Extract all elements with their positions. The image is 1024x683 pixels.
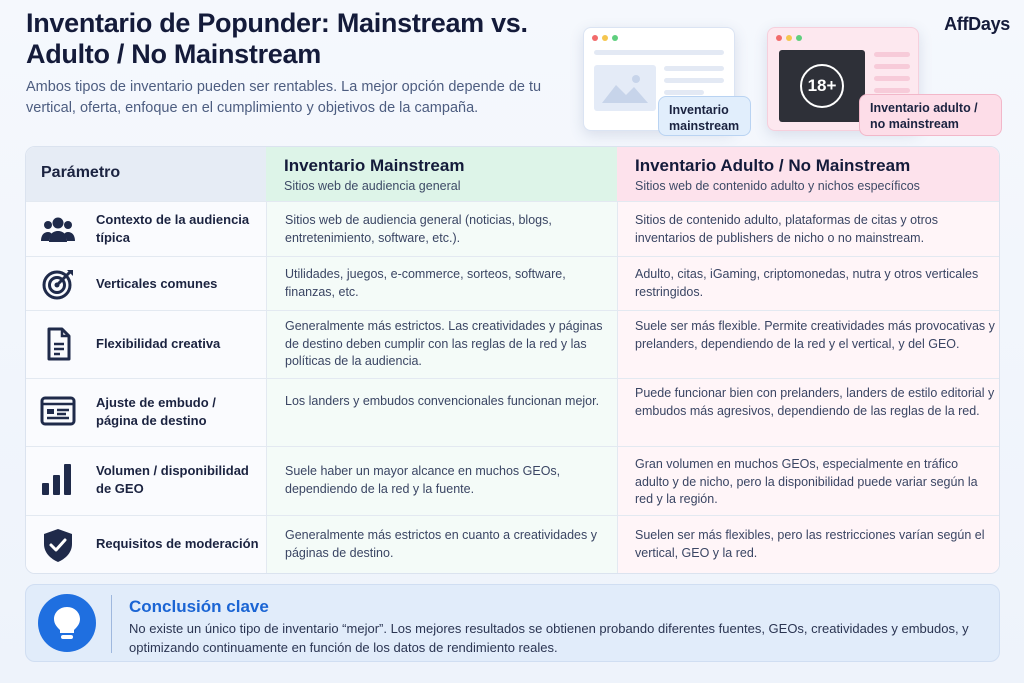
row-param-label: Volumen / disponibilidad de GEO [96,463,249,496]
adult-header [617,147,1000,201]
row-param-label: Flexibilidad creativa [96,336,221,351]
document-icon [40,326,76,362]
table-row [26,310,1000,378]
audience-icon [40,212,76,248]
row-mainstream-text: Generalmente más estrictos en cuanto a creatividades y páginas de destino. [285,528,597,560]
adult-header-subtitle: Sitios web de contenido adulto y nichos específicos [635,179,920,193]
brand-logo: AffDays [944,14,1010,34]
page-title: Inventario de Popunder: Mainstream vs. Adulto / No Mainstream [26,8,528,69]
row-adult-text: Suele ser más flexible. Permite creatividades más provocativas y prelanders, dependiendo de la red y el vertical, y del GEO. [635,319,995,351]
shield-check-icon [40,527,76,563]
divider [111,595,112,653]
row-adult-text: Adulto, citas, iGaming, criptomonedas, nutra y otros verticales restringidos. [635,267,979,299]
row-param-label: Contexto de la audiencia típica [96,212,250,245]
adult-callout: Inventario adulto / no mainstream [859,94,1002,136]
row-adult-text: Gran volumen en muchos GEOs, especialmente en tráfico adulto y de nicho, pero la disponibilidad puede variar según la red y la región. [635,457,978,506]
mainstream-header-subtitle: Sitios web de audiencia general [284,179,461,193]
mainstream-callout: Inventario mainstream [658,96,751,136]
row-mainstream-text: Generalmente más estrictos. Las creatividades y páginas de destino deben cumplir con las reglas de la red y las políticas de la audiencia. [285,319,603,368]
table-row [26,256,1000,310]
mainstream-header [266,147,617,201]
row-mainstream-text: Sitios web de audiencia general (noticias, blogs, entretenimiento, software, etc.). [285,213,552,245]
table-row [26,446,1000,515]
row-mainstream-text: Los landers y embudos convencionales funcionan mejor. [285,394,600,408]
row-adult-text: Suelen ser más flexibles, pero las restricciones varían según el vertical, GEO y la red. [635,528,985,560]
row-param-label: Ajuste de embudo / página de destino [96,395,216,428]
table-row [26,515,1000,574]
adult-header-title: Inventario Adulto / No Mainstream [635,156,911,175]
target-icon [40,266,76,302]
row-mainstream-text: Utilidades, juegos, e-commerce, sorteos, software, finanzas, etc. [285,267,566,299]
mainstream-header-title: Inventario Mainstream [284,156,465,175]
comparison-table [25,146,1000,574]
table-row [26,201,1000,256]
row-adult-text: Sitios de contenido adulto, plataformas de citas y otros inventarios de publishers de nicho o no mainstream. [635,213,938,245]
row-mainstream-text: Suele haber un mayor alcance en muchos GEOs, dependiendo de la red y la fuente. [285,464,561,496]
landing-page-icon [40,393,76,429]
lightbulb-icon [38,594,96,652]
row-param-label: Requisitos de moderación [96,536,259,551]
age-restriction-badge: 18+ [800,64,844,108]
conclusion-box [25,584,1000,662]
page-subtitle: Ambos tipos de inventario pueden ser rentables. La mejor opción depende de tu vertical, oferta, enfoque en el cumplimiento y objetivos de la campaña. [26,79,542,116]
image-placeholder-icon [594,65,656,111]
table-row [26,378,1000,446]
conclusion-title: Conclusión clave [129,597,269,616]
param-header [26,147,266,201]
row-adult-text: Puede funcionar bien con prelanders, landers de estilo editorial y embudos más agresivos, dependiendo de las reglas de la red. [635,386,995,418]
conclusion-text: No existe un único tipo de inventario “mejor”. Los mejores resultados se obtienen probando diferentes fuentes, GEOs, creatividades y embudos, y optimizando continuamente en función de los datos de rendimiento reales. [129,621,969,655]
row-param-label: Verticales comunes [96,276,218,291]
param-header-label: Parámetro [41,164,121,181]
bar-chart-icon [40,461,76,497]
